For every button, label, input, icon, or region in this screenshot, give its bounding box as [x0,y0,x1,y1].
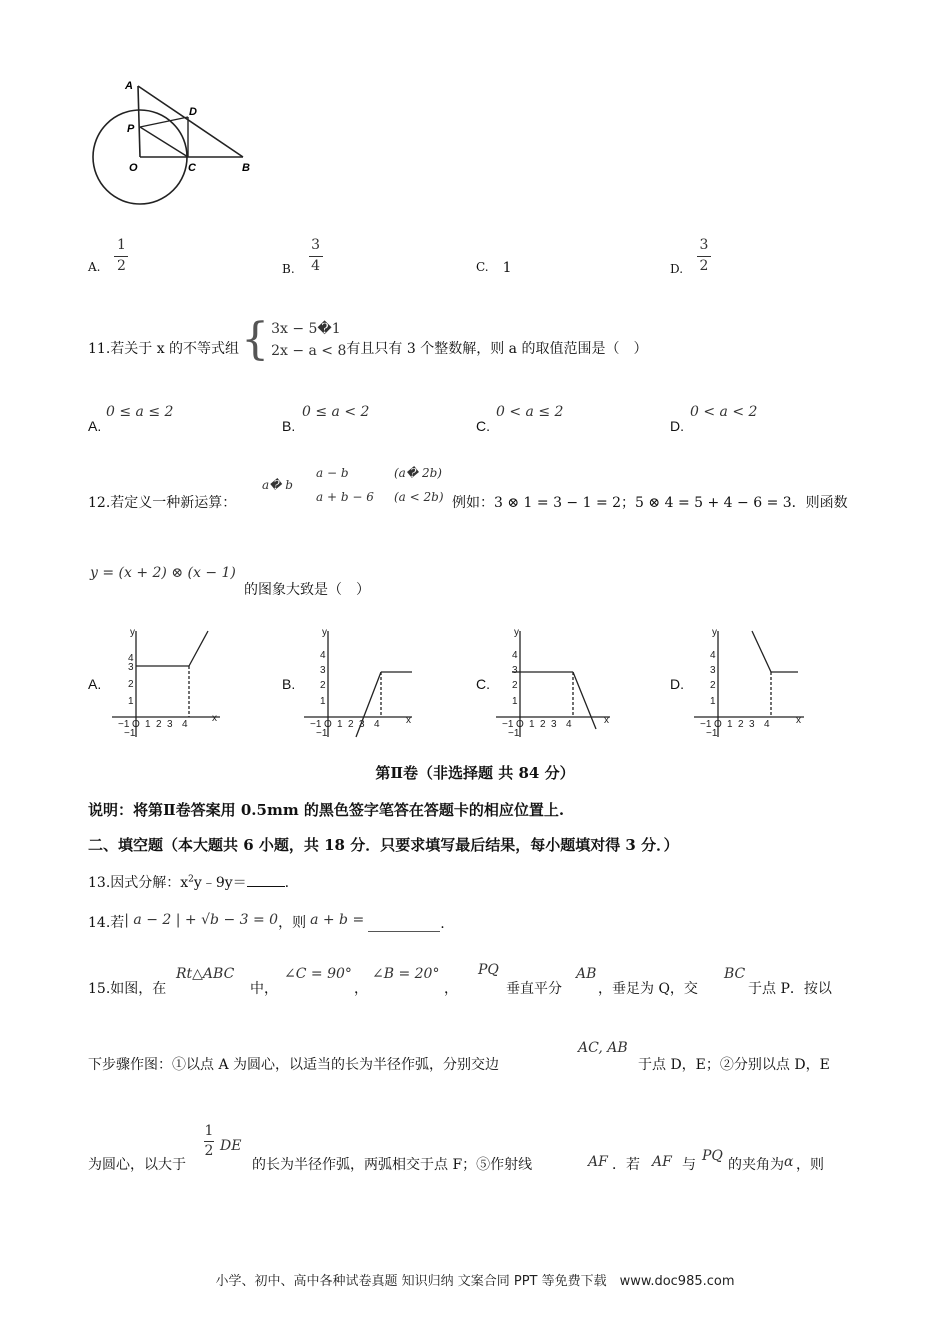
svg-text:−1: −1 [316,728,328,739]
numerator: 3 [699,237,709,254]
q15-angB: ∠B = 20° [372,966,440,982]
q12-graph-d[interactable] [690,625,815,740]
q10-option-d[interactable] [670,236,711,276]
svg-text:O: O [324,719,332,730]
svg-text:−1: −1 [706,728,718,739]
svg-text:1: 1 [128,696,134,707]
svg-text:4: 4 [566,719,572,730]
svg-text:y: y [322,627,327,638]
q15-comma2: ， [444,981,458,997]
q15-l3b: 的长为半径作弧，两弧相交于点 F；⑤作射线 [252,1157,533,1173]
svg-text:2: 2 [540,719,546,730]
svg-text:2: 2 [156,719,162,730]
q15-half [204,1124,214,1160]
q15-l1e: 于点 P．按以 [748,981,832,997]
q10-option-b[interactable] [282,236,323,276]
part2-note: 说明：将第Ⅱ卷答案用 0.5mm 的黑色签字笔答在答题卡的相应位置上. [88,801,565,819]
svg-text:3: 3 [512,665,518,676]
option-expr: 0 ≤ a ≤ 2 [106,404,174,420]
option-label: B. [282,262,295,276]
q15-l3d: 与 [682,1157,696,1173]
q15-l3c: ．若 [612,1157,640,1173]
q11-eq2: 2x − a < 8 [271,343,347,359]
numerator: 3 [311,237,321,254]
svg-text:−1: −1 [124,728,136,739]
q15-angC: ∠C = 90° [284,966,352,982]
option-value: 1 [502,260,512,276]
numerator: 1 [117,237,126,254]
svg-text:1: 1 [145,719,151,730]
svg-text:3: 3 [359,719,365,730]
q12-case1: a − b [316,466,349,480]
q13-sup: 2 [188,874,194,885]
svg-text:2: 2 [710,680,716,691]
q11-suffix: 有且只有 3 个整数解，则 a 的取值范围是（ ） [346,341,648,357]
q12-cond1: (a� 2b) [394,466,442,480]
q12-graph-c[interactable] [492,625,617,740]
svg-text:−1: −1 [508,728,520,739]
q11-eq1: 3x − 5�1 [271,321,341,337]
point-O-label: O [129,162,138,174]
option-label: A. [88,418,102,434]
q14-answer-blank[interactable] [368,931,440,932]
q12-function: y = (x + 2) ⊗ (x − 1) [90,565,236,581]
q15-l3e: 的夹角为 [728,1157,784,1173]
q10-geometry-figure [85,75,265,205]
svg-text:1: 1 [727,719,733,730]
q13-answer-blank[interactable] [247,886,285,887]
svg-text:−1: −1 [310,719,322,730]
option-label: B. [282,418,296,434]
q15-comma: ， [354,981,368,997]
point-P-label: P [127,123,135,135]
svg-text:4: 4 [320,650,326,661]
q15-ab: AB [576,966,597,982]
q14-expr: | a − 2 | + √b − 3 = 0 [124,912,279,928]
q15-af2: AF [652,1154,672,1170]
svg-text:1: 1 [512,696,518,707]
svg-text:2: 2 [320,680,326,691]
svg-text:1: 1 [710,696,716,707]
q14-end: . [440,916,445,932]
q12-cond2: (a < 2b) [394,490,444,504]
option-expr: 0 ≤ a < 2 [302,404,370,420]
q15-alpha: α [784,1154,794,1170]
svg-text:−1: −1 [700,719,712,730]
svg-text:2: 2 [512,680,518,691]
denominator: 2 [699,257,709,274]
point-A-label: A [125,80,133,92]
q15-line2 [88,1040,868,1073]
denominator: 2 [204,1143,214,1160]
svg-text:2: 2 [128,679,134,690]
page-footer[interactable]: 小学、初中、高中各种试卷真题 知识归纳 文案合同 PPT 等免费下载 www.doc985.com [215,1274,735,1289]
q15-rt: Rt△ABC [176,966,235,982]
q15-line1 [88,962,868,997]
q14-question [88,912,445,932]
q15-l2b: 于点 D，E；②分别以点 D，E [638,1057,830,1073]
q12-example: 例如：3 ⊗ 1 = 3 − 1 = 2；5 ⊗ 4 = 5 + 4 − 6 = 3．则函数 [452,495,848,511]
section-heading: 二、填空题（本大题共 6 小题，共 18 分．只要求填写最后结果，每小题填对得 3 分．） [88,836,679,854]
svg-text:x: x [796,715,801,726]
numerator: 1 [204,1123,214,1139]
q15-line3 [88,1124,868,1174]
svg-text:x: x [604,715,609,726]
svg-text:2: 2 [738,719,744,730]
svg-text:3: 3 [167,719,173,730]
svg-text:4: 4 [512,650,518,661]
svg-text:1: 1 [337,719,343,730]
q15-l1c: 垂直平分 [506,981,562,997]
q13-question [88,872,289,892]
q15-l1b: 中， [250,981,278,997]
point-B-label: B [242,162,250,174]
q14-mid: ，则 [278,915,307,931]
q15-bc: BC [724,966,746,982]
svg-text:O: O [132,719,140,730]
svg-text:x: x [406,715,411,726]
denominator: 2 [117,257,126,274]
svg-text:y: y [130,627,135,638]
svg-text:3: 3 [710,665,716,676]
svg-text:x: x [212,713,217,724]
q13-end: . [284,875,290,891]
q14-expr2: a + b = [310,912,365,928]
q15-af: AF [588,1154,608,1170]
q15-de: DE [220,1138,242,1154]
q15-pq: PQ [478,962,499,978]
q11-prefix: 11.若关于 x 的不等式组 [88,341,240,357]
option-expr: 0 < a ≤ 2 [496,404,564,420]
q12-graph-b[interactable] [300,625,420,740]
q10-option-c[interactable] [476,260,512,276]
option-label: A. [88,260,101,274]
option-label: D. [670,418,684,434]
q15-l1d: ，垂足为 Q，交 [598,981,698,997]
q11-question: 11.若关于 x 的不等式组 { 3x − 5�1 2x − a < 8 有且只有 3 个整数解，则 a 的取值范围是（ ） [88,314,648,365]
q15-acab: AC, AB [578,1040,628,1056]
svg-text:4: 4 [182,719,188,730]
q12-prefix: 12.若定义一种新运算： [88,495,237,511]
q15-l3a: 为圆心，以大于 [88,1157,186,1173]
q12-case2: a + b − 6 [316,490,374,504]
point-D-label: D [189,106,197,118]
option-label: C. [476,418,490,434]
q15-l2a: 下步骤作图：①以点 A 为圆心，以适当的长为半径作弧，分别交边 [88,1057,500,1073]
q10-option-a[interactable] [88,238,128,274]
q12-graph-a[interactable] [108,625,228,740]
svg-text:−1: −1 [118,719,130,730]
svg-text:4: 4 [710,650,716,661]
option-label: C. [476,260,489,274]
q12-option-c-label[interactable]: C. [476,676,490,692]
q12-option-b-label[interactable]: B. [282,676,296,692]
svg-text:3: 3 [551,719,557,730]
denominator: 4 [311,257,321,274]
part2-title: 第Ⅱ卷（非选择题 共 84 分） [375,764,575,782]
svg-text:4: 4 [128,653,134,664]
svg-text:1: 1 [529,719,535,730]
q15-l3f: ，则 [796,1157,824,1173]
option-expr: 0 < a < 2 [690,404,758,420]
svg-text:4: 4 [374,719,380,730]
svg-text:O: O [516,719,524,730]
svg-text:y: y [712,627,717,638]
svg-text:4: 4 [764,719,770,730]
q15-l1a: 15.如图，在 [88,981,167,997]
svg-text:2: 2 [348,719,354,730]
q15-pq2: PQ [702,1148,723,1164]
svg-text:3: 3 [749,719,755,730]
q14-prefix: 14.若 [88,915,125,931]
svg-text:1: 1 [320,696,326,707]
svg-text:O: O [714,719,722,730]
svg-text:y: y [514,627,519,638]
option-label: D. [670,262,684,276]
q12-function-suffix: 的图象大致是（ ） [244,582,370,598]
svg-text:−1: −1 [502,719,514,730]
svg-text:3: 3 [320,665,326,676]
q13-mid: y﹣9y＝ [193,875,247,891]
svg-text:3: 3 [128,662,134,673]
point-C-label: C [188,162,196,174]
q13-prefix: 13.因式分解：x [88,875,189,891]
q12-option-d-label[interactable]: D. [670,676,684,692]
q12-option-a-label[interactable]: A. [88,676,102,692]
q12-operator: a� b [262,478,293,492]
